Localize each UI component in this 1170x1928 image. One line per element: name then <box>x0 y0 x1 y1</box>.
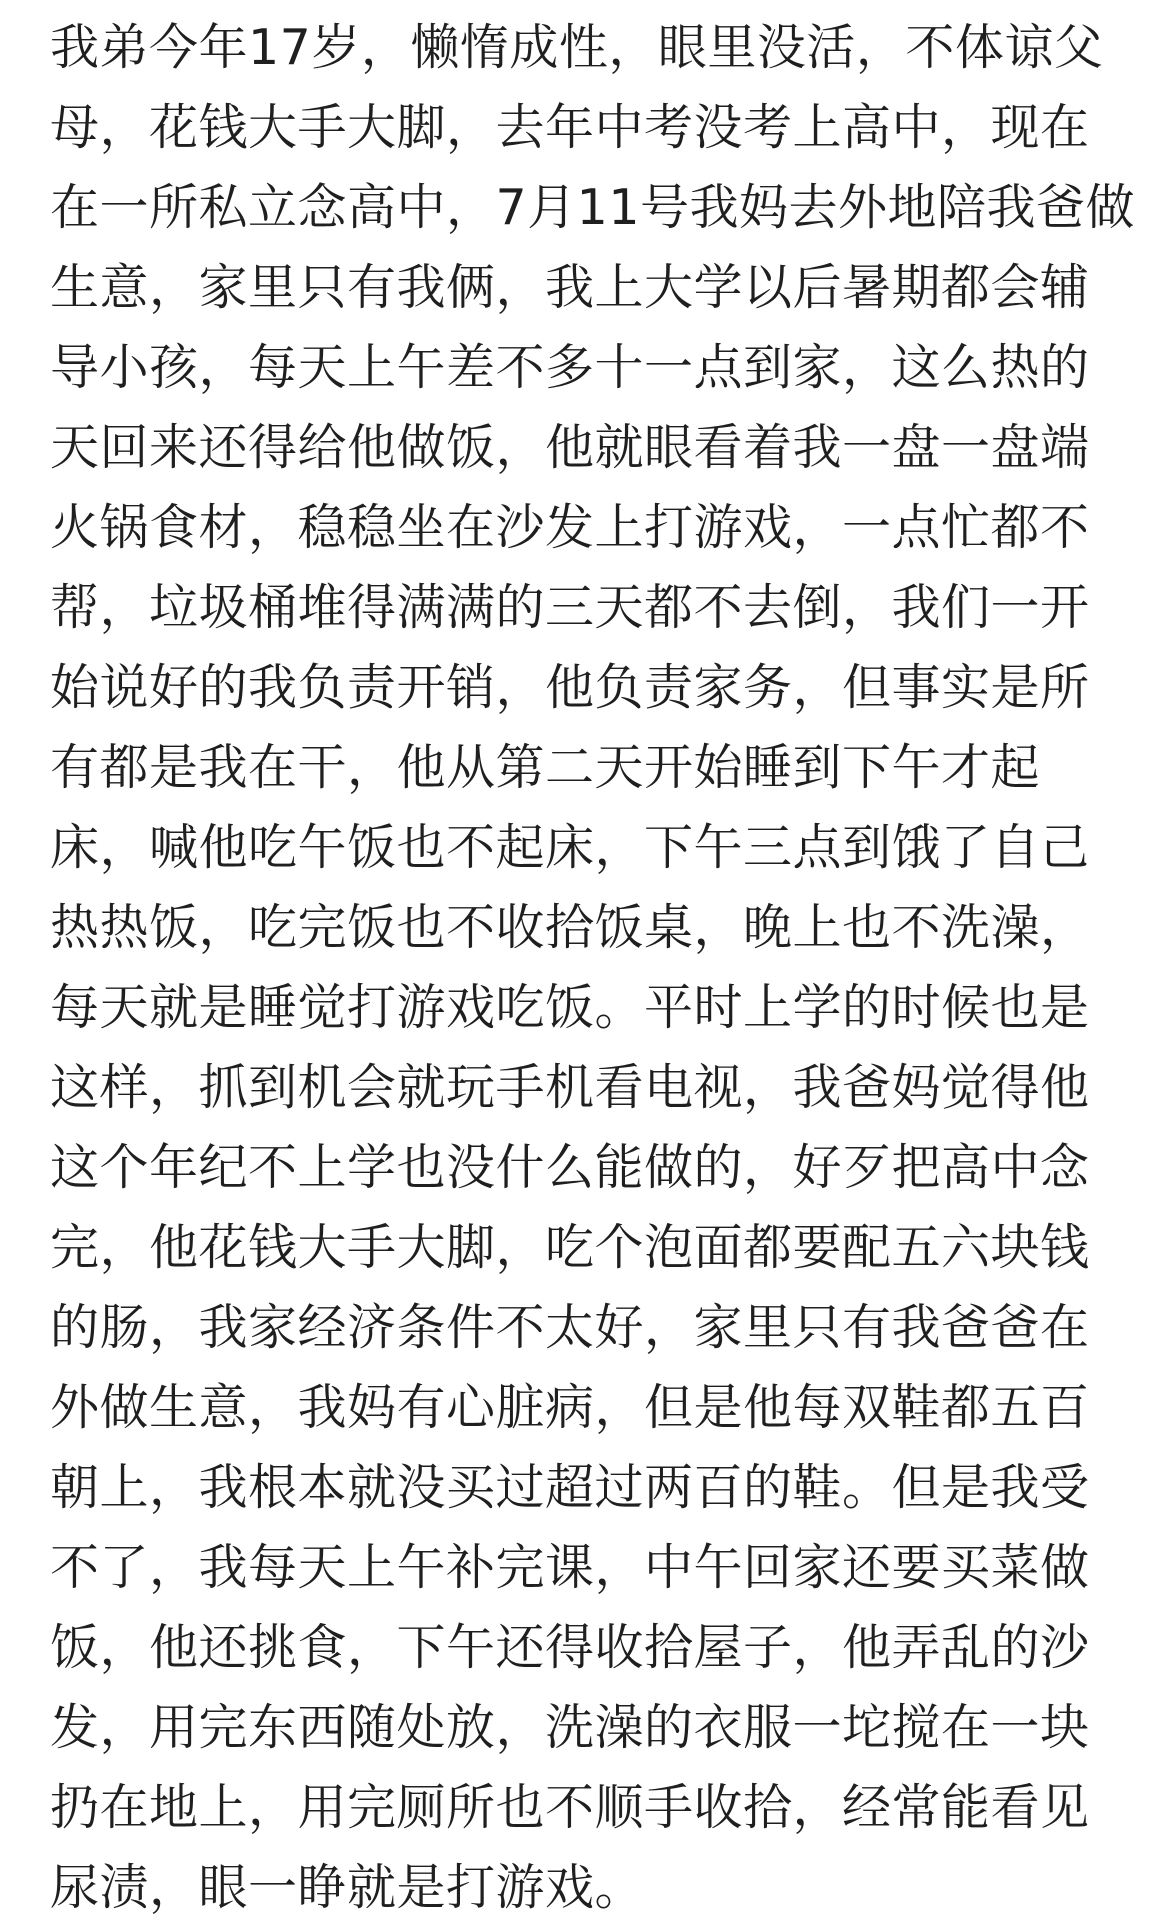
text-line: 这样，抓到机会就玩手机看电视，我爸妈觉得他 <box>50 1059 1090 1116</box>
text-line: 母，花钱大手大脚，去年中考没考上高中，现在 <box>50 99 1090 156</box>
text-line: 这个年纪不上学也没什么能做的，好歹把高中念 <box>50 1139 1090 1196</box>
text-line: 我弟今年17岁，懒惰成性，眼里没活，不体谅父 <box>50 19 1104 76</box>
text-line: 床，喊他吃午饭也不起床，下午三点到饿了自己 <box>50 819 1090 876</box>
text-line: 外做生意，我妈有心脏病，但是他每双鞋都五百 <box>50 1379 1090 1436</box>
text-line: 每天就是睡觉打游戏吃饭。平时上学的时候也是 <box>50 979 1090 1036</box>
text-line: 始说好的我负责开销，他负责家务，但事实是所 <box>50 659 1090 716</box>
text-line: 火锅食材，稳稳坐在沙发上打游戏，一点忙都不 <box>50 499 1090 556</box>
text-line: 导小孩，每天上午差不多十一点到家，这么热的 <box>50 339 1090 396</box>
text-line: 完，他花钱大手大脚，吃个泡面都要配五六块钱 <box>50 1219 1090 1276</box>
text-line: 帮，垃圾桶堆得满满的三天都不去倒，我们一开 <box>50 579 1090 636</box>
text-line: 尿渍，眼一睁就是打游戏。 <box>50 1859 645 1916</box>
text-line: 饭，他还挑食，下午还得收拾屋子，他弄乱的沙 <box>50 1619 1090 1676</box>
text-line: 扔在地上，用完厕所也不顺手收拾，经常能看见 <box>50 1779 1090 1836</box>
text-line: 在一所私立念高中，7月11号我妈去外地陪我爸做 <box>50 179 1136 236</box>
text-line: 朝上，我根本就没买过超过两百的鞋。但是我受 <box>50 1459 1090 1516</box>
post-body-text <box>50 8 1160 1928</box>
text-line: 热热饭，吃完饭也不收拾饭桌，晚上也不洗澡， <box>50 899 1090 956</box>
text-line: 天回来还得给他做饭，他就眼看着我一盘一盘端 <box>50 419 1090 476</box>
text-line: 生意，家里只有我俩，我上大学以后暑期都会辅 <box>50 259 1090 316</box>
text-line: 有都是我在干，他从第二天开始睡到下午才起 <box>50 739 1041 796</box>
text-line: 发，用完东西随处放，洗澡的衣服一坨搅在一块 <box>50 1699 1090 1756</box>
text-line: 的肠，我家经济条件不太好，家里只有我爸爸在 <box>50 1299 1090 1356</box>
text-line: 不了，我每天上午补完课，中午回家还要买菜做 <box>50 1539 1090 1596</box>
